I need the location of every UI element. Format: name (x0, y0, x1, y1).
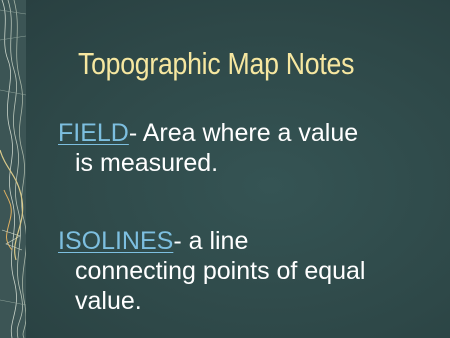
isolines-definition-line-3: value. (75, 287, 142, 315)
slide-title: Topographic Map Notes (78, 46, 355, 81)
topographic-map-strip (0, 0, 26, 338)
isolines-definition-text: - a line (173, 227, 249, 255)
field-definition-text: - Area where a value (128, 119, 359, 147)
field-term-link[interactable]: FIELD (58, 119, 129, 147)
field-definition-line-2: is measured. (75, 149, 219, 177)
field-definition-line-1 (58, 118, 444, 148)
field-definition (58, 118, 444, 178)
isolines-definition (58, 226, 444, 316)
isolines-term-link[interactable]: ISOLINES (58, 227, 174, 255)
isolines-definition-line-2: connecting points of equal (75, 257, 366, 285)
isolines-definition-line-1 (58, 226, 444, 256)
